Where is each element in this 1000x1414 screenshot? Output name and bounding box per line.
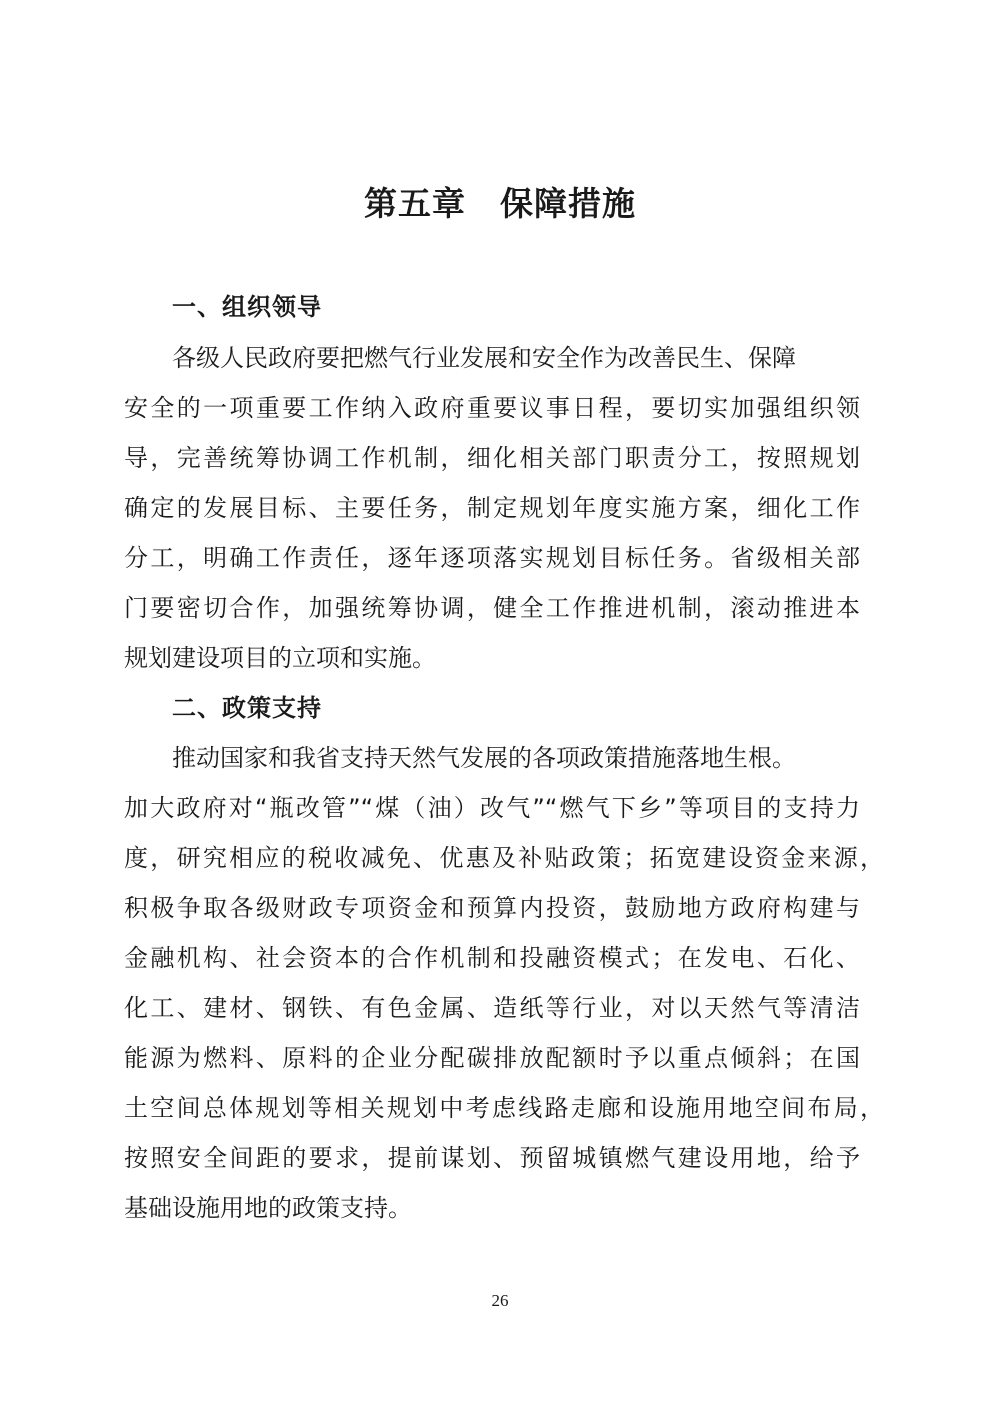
paragraph-line: 各级人民政府要把燃气行业发展和安全作为改善民生、保障 <box>172 344 796 372</box>
chapter-title: 第五章 保障措施 <box>364 184 636 223</box>
paragraph-line: 土空间总体规划等相关规划中考虑线路走廊和设施用地空间布局， <box>124 1094 884 1122</box>
paragraph-line: 金融机构、社会资本的合作机制和投融资模式；在发电、石化、 <box>124 944 860 972</box>
paragraph-line: 能源为燃料、原料的企业分配碳排放配额时予以重点倾斜；在国 <box>124 1044 860 1072</box>
paragraph-line: 推动国家和我省支持天然气发展的各项政策措施落地生根。 <box>172 744 796 772</box>
paragraph-line: 按照安全间距的要求，提前谋划、预留城镇燃气建设用地，给予 <box>124 1144 860 1172</box>
section-heading-policy-support: 二、政策支持 <box>172 694 322 722</box>
paragraph-line: 门要密切合作，加强统筹协调，健全工作推进机制，滚动推进本 <box>124 594 860 622</box>
page-number: 26 <box>491 1291 509 1310</box>
section-heading-organization: 一、组织领导 <box>172 293 322 321</box>
paragraph-line: 导，完善统筹协调工作机制，细化相关部门职责分工，按照规划 <box>124 444 860 472</box>
paragraph-line: 安全的一项重要工作纳入政府重要议事日程，要切实加强组织领 <box>124 394 860 422</box>
paragraph-line: 规划建设项目的立项和实施。 <box>124 644 436 672</box>
paragraph-line: 加大政府对“瓶改管”“煤（油）改气”“燃气下乡”等项目的支持力 <box>124 794 860 822</box>
paragraph-line: 化工、建材、钢铁、有色金属、造纸等行业，对以天然气等清洁 <box>124 994 860 1022</box>
paragraph-line: 积极争取各级财政专项资金和预算内投资，鼓励地方政府构建与 <box>124 894 860 922</box>
paragraph-line: 基础设施用地的政策支持。 <box>124 1194 412 1222</box>
paragraph-line: 度，研究相应的税收减免、优惠及补贴政策；拓宽建设资金来源， <box>124 844 884 872</box>
paragraph-line: 确定的发展目标、主要任务，制定规划年度实施方案，细化工作 <box>124 494 860 522</box>
paragraph-line: 分工，明确工作责任，逐年逐项落实规划目标任务。省级相关部 <box>124 544 860 572</box>
